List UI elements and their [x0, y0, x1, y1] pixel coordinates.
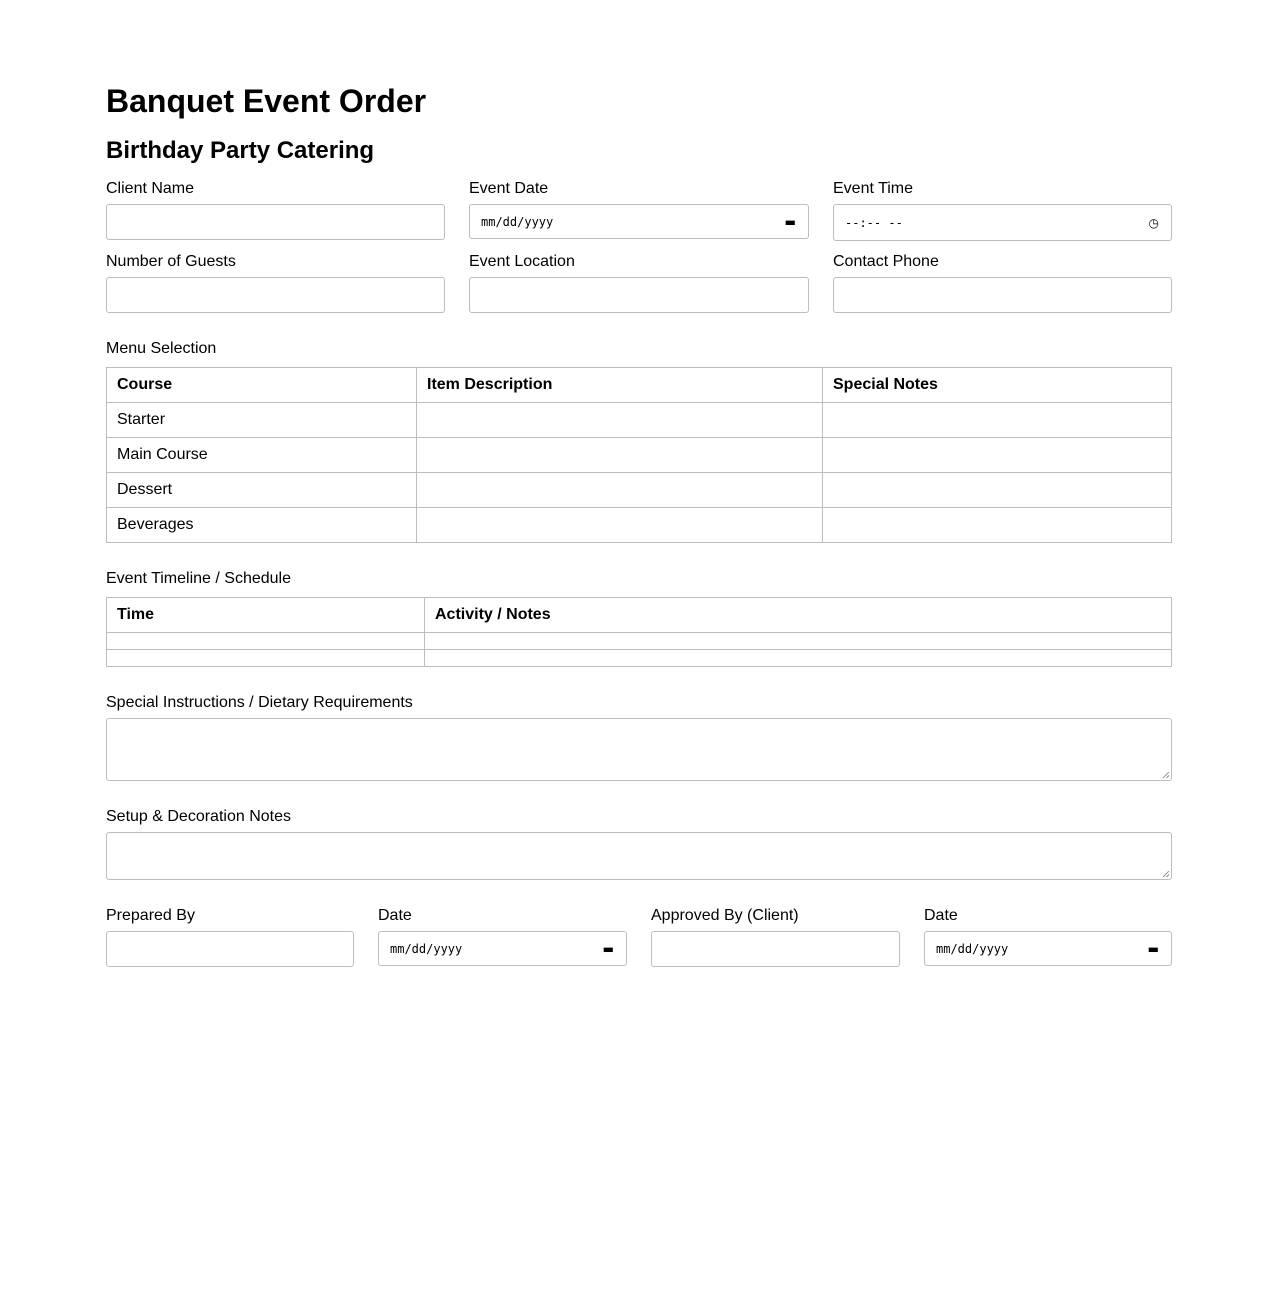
- calendar-icon[interactable]: ▬: [1147, 941, 1159, 956]
- approved-date-input[interactable]: [924, 931, 1172, 966]
- prepared-by-input[interactable]: [106, 931, 354, 967]
- description-cell[interactable]: [417, 508, 823, 543]
- timeline-table: [106, 597, 1172, 667]
- time-placeholder: --:-- --: [845, 215, 903, 230]
- prepared-by-label: Prepared By: [106, 907, 195, 924]
- phone-label: Contact Phone: [833, 253, 939, 270]
- course-cell: Beverages: [107, 508, 417, 543]
- setup-notes-textarea[interactable]: [106, 832, 1172, 880]
- time-cell[interactable]: [107, 650, 425, 667]
- prepared-date-input[interactable]: [378, 931, 627, 966]
- date-placeholder: mm/dd/yyyy: [481, 214, 554, 229]
- special-instructions-label: Special Instructions / Dietary Requirements: [106, 694, 413, 711]
- col-course: Course: [107, 368, 417, 403]
- notes-cell[interactable]: [823, 403, 1172, 438]
- col-special-notes: Special Notes: [823, 368, 1172, 403]
- course-cell: Main Course: [107, 438, 417, 473]
- approved-by-input[interactable]: [651, 931, 900, 967]
- course-cell: Starter: [107, 403, 417, 438]
- table-row: [107, 473, 1172, 508]
- event-date-input[interactable]: [469, 204, 809, 239]
- col-activity: Activity / Notes: [425, 598, 1172, 633]
- approved-by-label: Approved By (Client): [651, 907, 799, 924]
- notes-cell[interactable]: [823, 438, 1172, 473]
- date-placeholder: mm/dd/yyyy: [390, 941, 463, 956]
- time-cell[interactable]: [107, 633, 425, 650]
- notes-cell[interactable]: [823, 473, 1172, 508]
- event-date-label: Event Date: [469, 180, 549, 197]
- col-time: Time: [107, 598, 425, 633]
- calendar-icon[interactable]: ▬: [784, 214, 796, 229]
- location-input[interactable]: [469, 277, 809, 313]
- description-cell[interactable]: [417, 403, 823, 438]
- description-cell[interactable]: [417, 473, 823, 508]
- page-subtitle: Birthday Party Catering: [106, 137, 375, 164]
- prepared-date-label: Date: [378, 907, 412, 924]
- client-name-input[interactable]: [106, 204, 445, 240]
- timeline-label: Event Timeline / Schedule: [106, 570, 291, 587]
- table-row: [107, 633, 1172, 650]
- activity-cell[interactable]: [425, 633, 1172, 650]
- table-row: [107, 438, 1172, 473]
- menu-table: [106, 367, 1172, 543]
- clock-icon[interactable]: ◷: [1148, 215, 1159, 230]
- date-placeholder: mm/dd/yyyy: [936, 941, 1009, 956]
- menu-label: Menu Selection: [106, 340, 217, 357]
- client-name-label: Client Name: [106, 180, 195, 197]
- table-row: [107, 403, 1172, 438]
- event-time-input[interactable]: [833, 204, 1172, 241]
- special-instructions-textarea[interactable]: [106, 718, 1172, 781]
- notes-cell[interactable]: [823, 508, 1172, 543]
- col-item-description: Item Description: [417, 368, 823, 403]
- phone-input[interactable]: [833, 277, 1172, 313]
- table-header-row: [107, 368, 1172, 403]
- table-row: [107, 650, 1172, 667]
- page-title: Banquet Event Order: [106, 83, 427, 119]
- guests-input[interactable]: [106, 277, 445, 313]
- approved-date-label: Date: [924, 907, 958, 924]
- course-cell: Dessert: [107, 473, 417, 508]
- table-row: [107, 508, 1172, 543]
- location-label: Event Location: [469, 253, 575, 270]
- table-header-row: [107, 598, 1172, 633]
- setup-notes-label: Setup & Decoration Notes: [106, 808, 291, 825]
- calendar-icon[interactable]: ▬: [602, 941, 614, 956]
- activity-cell[interactable]: [425, 650, 1172, 667]
- event-time-label: Event Time: [833, 180, 914, 197]
- guests-label: Number of Guests: [106, 253, 236, 270]
- description-cell[interactable]: [417, 438, 823, 473]
